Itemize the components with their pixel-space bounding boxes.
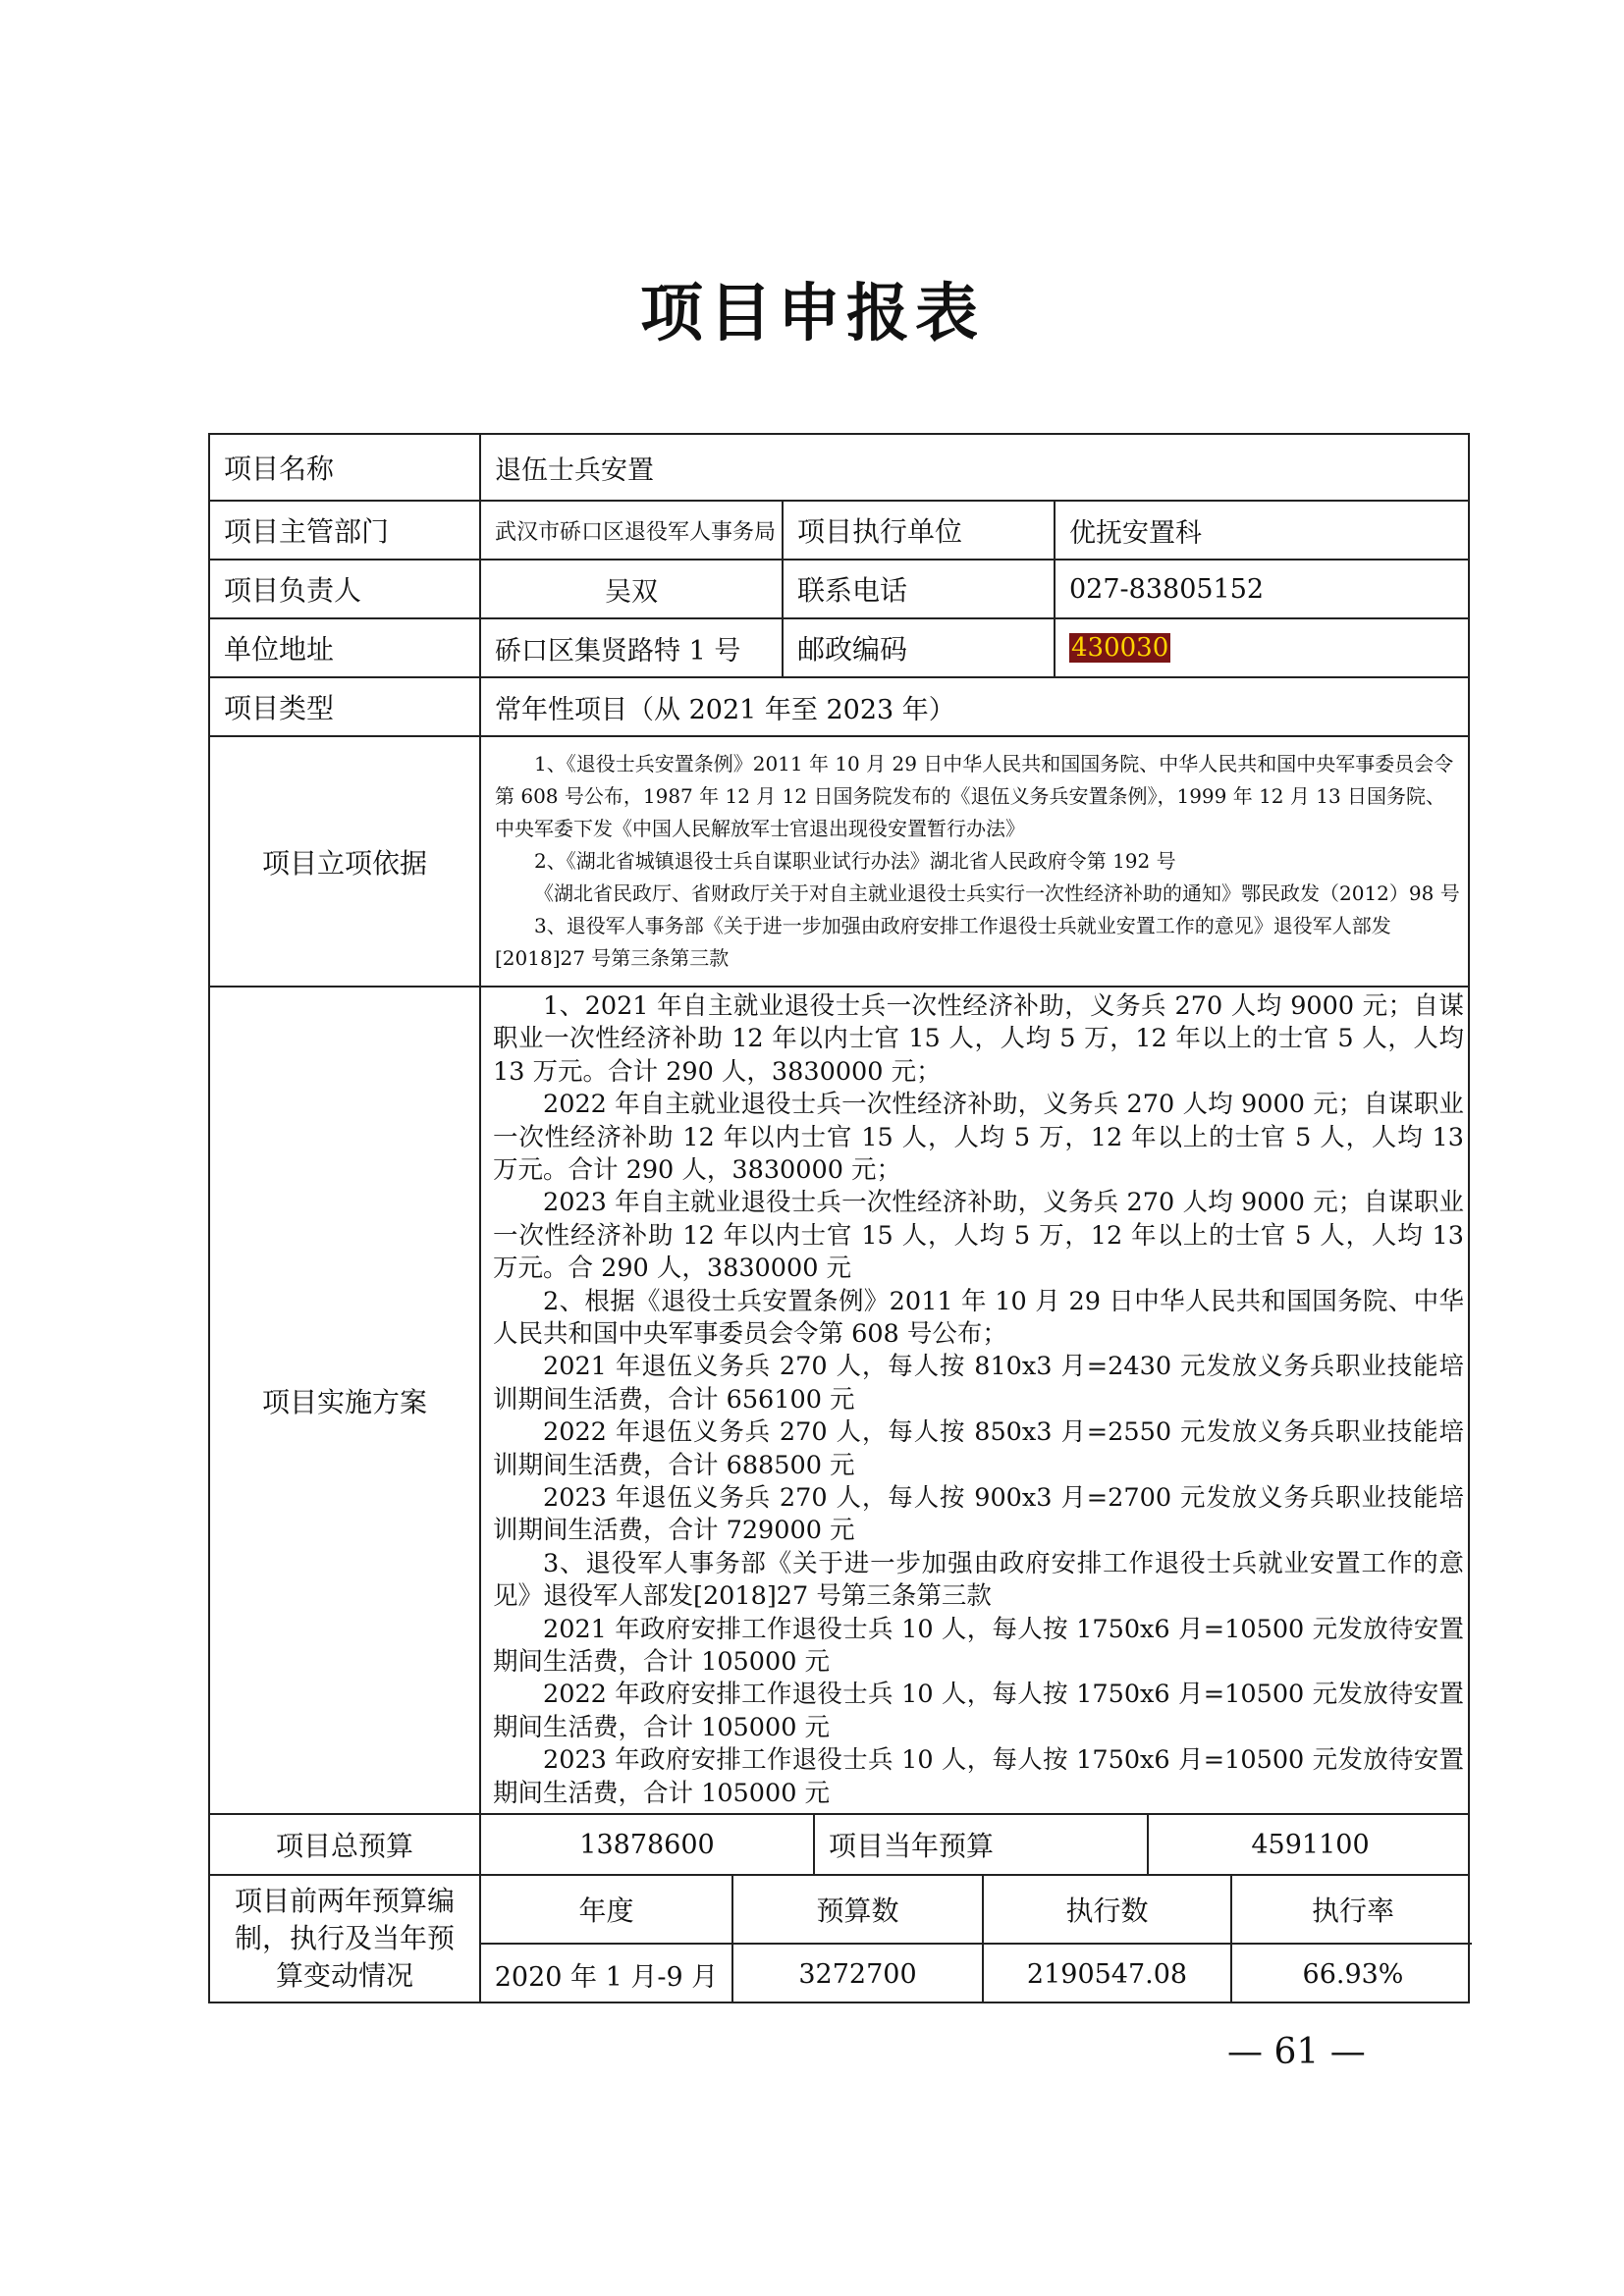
label-budget-history-cell [210, 1876, 479, 2002]
label-department: 项目主管部门 [224, 515, 390, 548]
basis-paragraph: 3、退役军人事务部《关于进一步加强由政府安排工作退役士兵就业安置工作的意见》退役军人部发[2018]27 号第三条第三款 [495, 914, 1391, 970]
plan-paragraph: 2021 年政府安排工作退役士兵 10 人，每人按 1750x6 月=10500 元发放待安置期间生活费，合计 105000 元 [493, 1614, 1464, 1678]
value-implementation-plan [479, 988, 1472, 1813]
row-address [210, 617, 1468, 676]
row-project-name [210, 435, 1468, 500]
page-title: 项目申报表 [640, 278, 984, 350]
history-header-year: 年度 [578, 1895, 634, 1927]
label-executing-unit: 项目执行单位 [782, 502, 1054, 559]
value-department: 武汉市硚口区退役军人事务局 [479, 502, 782, 559]
value-executing-unit: 优抚安置科 [1054, 502, 1472, 559]
label-implementation-plan: 项目实施方案 [261, 1385, 427, 1418]
plan-paragraph: 2022 年退伍义务兵 270 人，每人按 850x3 月=2550 元发放义务兵职业技能培训期间生活费，合计 688500 元 [493, 1417, 1464, 1480]
label-phone: 联系电话 [782, 561, 1054, 617]
history-header-row [481, 1876, 1472, 1943]
label-project-type: 项目类型 [224, 692, 335, 724]
row-budget [210, 1813, 1468, 1874]
plan-paragraph: 3、退役军人事务部《关于进一步加强由政府安排工作退役士兵就业安置工作的意见》退役军人部发[2018]27 号第三条第三款 [493, 1548, 1464, 1612]
history-cell-budget: 3272700 [731, 1945, 982, 2002]
plan-paragraph: 2021 年退伍义务兵 270 人，每人按 810x3 月=2430 元发放义务兵职业技能培训期间生活费，合计 656100 元 [493, 1352, 1464, 1415]
row-project-basis [210, 735, 1468, 986]
row-department [210, 500, 1468, 559]
value-leader: 吴双 [479, 561, 782, 617]
row-implementation-plan [210, 986, 1468, 1813]
plan-paragraph: 2023 年退伍义务兵 270 人，每人按 900x3 月=2700 元发放义务兵职业技能培训期间生活费，合计 729000 元 [493, 1483, 1464, 1546]
label-leader: 项目负责人 [224, 574, 362, 607]
label-total-budget: 项目总预算 [275, 1830, 413, 1862]
row-project-type [210, 676, 1468, 735]
basis-paragraph: 2、《湖北省城镇退役士兵自谋职业试行办法》湖北省人民政府令第 192 号 [534, 849, 1176, 873]
history-header-rate: 执行率 [1230, 1876, 1472, 1943]
label-address: 单位地址 [224, 633, 335, 666]
row-leader [210, 559, 1468, 617]
history-cell-rate: 66.93% [1230, 1945, 1472, 2002]
value-postcode: 430030 [1071, 633, 1169, 663]
plan-paragraph: 2、根据《退役士兵安置条例》2011 年 10 月 29 日中华人民共和国国务院、中华人民共和国中央军事委员会令第 608 号公布； [493, 1286, 1464, 1349]
label-project-basis: 项目立项依据 [261, 846, 427, 880]
value-phone: 027-83805152 [1054, 561, 1472, 617]
plan-paragraph: 2022 年自主就业退役士兵一次性经济补助，义务兵 270 人均 9000 元；自谋职业一次性经济补助 12 年以内士官 15 人，人均 5 万，12 年以上的士官 5 人，人均 13 万元。合计 290 人，3830000 元； [493, 1090, 1464, 1185]
history-header-budget: 预算数 [731, 1876, 982, 1943]
value-current-year-budget: 4591100 [1147, 1815, 1472, 1874]
history-data-row [481, 1943, 1472, 2002]
page-number: — 61 — [1227, 2032, 1366, 2072]
label-current-year-budget: 项目当年预算 [813, 1815, 1147, 1874]
value-postcode-cell [1054, 619, 1472, 676]
row-budget-history [210, 1874, 1468, 2002]
value-project-name: 退伍士兵安置 [479, 435, 1472, 500]
basis-paragraph: 1、《退役士兵安置条例》2011 年 10 月 29 日中华人民共和国国务院、中华人民共和国中央军事委员会令第 608 号公布，1987 年 12 月 12 日国务院发布的《退伍义务兵安置条例》，1999 年 12 月 13 日国务院、中央军委下发《中国人民解放军士官退出现役安置暂行办法》 [495, 752, 1454, 840]
value-address: 硚口区集贤路特 1 号 [479, 619, 782, 676]
plan-paragraph: 1、2021 年自主就业退役士兵一次性经济补助，义务兵 270 人均 9000 元；自谋职业一次性经济补助 12 年以内士官 15 人，人均 5 万，12 年以上的士官 5 人，人均 13 万元。合计 290 人，3830000 元； [493, 990, 1464, 1087]
value-project-type: 常年性项目（从 2021 年至 2023 年） [479, 678, 1472, 735]
value-total-budget: 13878600 [479, 1815, 813, 1874]
label-budget-history: 项目前两年预算编制，执行及当年预算变动情况 [234, 1885, 455, 1992]
history-cell-year: 2020 年 1 月-9 月 [494, 1961, 719, 1993]
plan-paragraph: 2022 年政府安排工作退役士兵 10 人，每人按 1750x6 月=10500 元发放待安置期间生活费，合计 105000 元 [493, 1680, 1464, 1742]
history-cell-executed: 2190547.08 [982, 1945, 1230, 2002]
value-project-basis [479, 737, 1472, 986]
plan-paragraph: 2023 年政府安排工作退役士兵 10 人，每人按 1750x6 月=10500 元发放待安置期间生活费，合计 105000 元 [493, 1745, 1464, 1808]
history-header-executed: 执行数 [982, 1876, 1230, 1943]
history-subtable [479, 1876, 1472, 2002]
basis-paragraph: 《湖北省民政厅、省财政厅关于对自主就业退役士兵实行一次性经济补助的通知》鄂民政发（2012）98 号 [534, 881, 1460, 905]
label-project-name: 项目名称 [224, 453, 335, 485]
plan-paragraph: 2023 年自主就业退役士兵一次性经济补助，义务兵 270 人均 9000 元；自谋职业一次性经济补助 12 年以内士官 15 人，人均 5 万，12 年以上的士官 5 人，人均 13 万元。合 290 人，3830000 元 [493, 1188, 1464, 1284]
application-form-table [208, 433, 1470, 2003]
label-postcode: 邮政编码 [782, 619, 1054, 676]
